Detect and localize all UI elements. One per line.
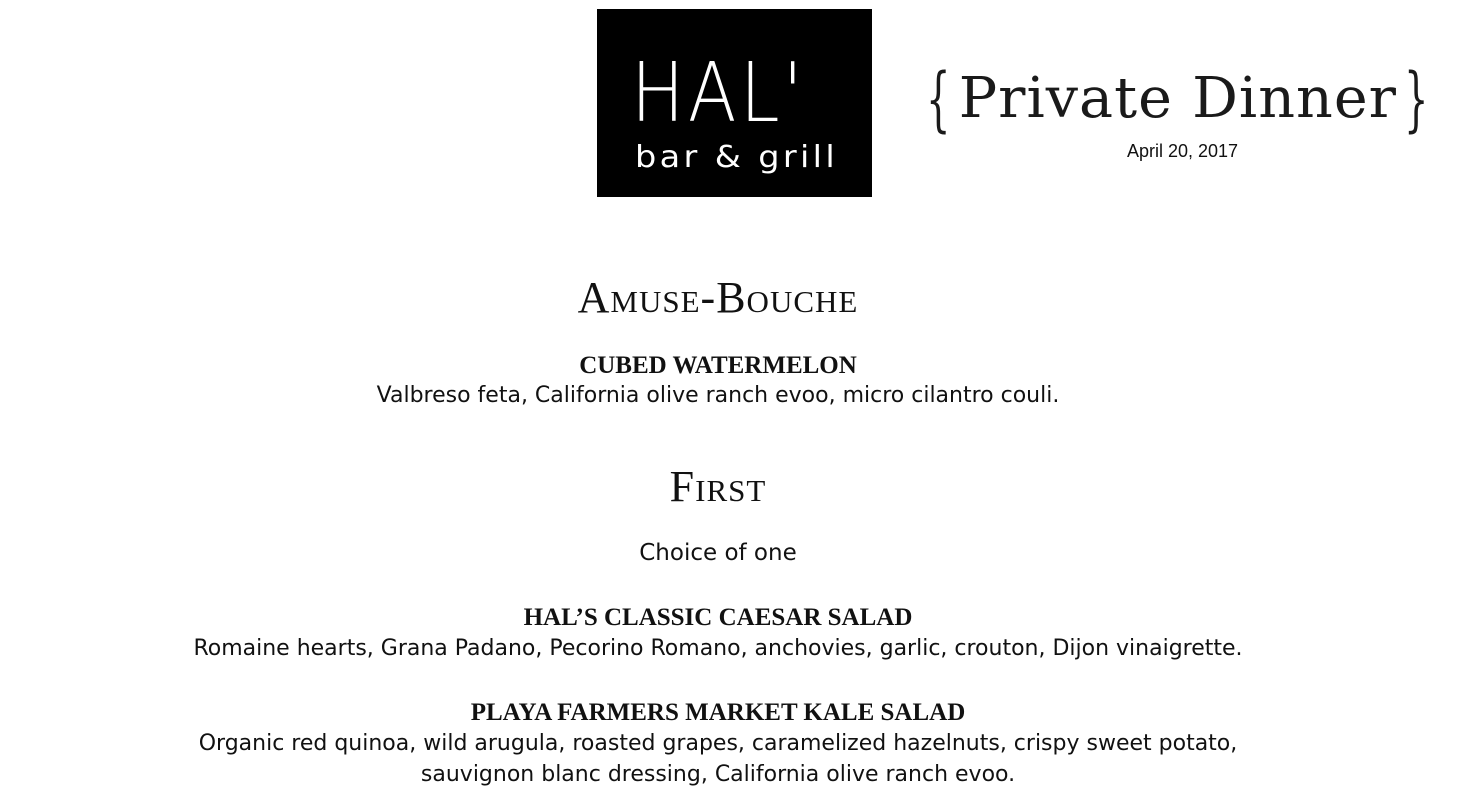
dish-name-cubed-watermelon: CUBED WATERMELON <box>579 352 857 379</box>
dish-description-cubed-watermelon: Valbreso feta, California olive ranch evoo, micro cilantro couli. <box>376 383 1060 408</box>
hals-logo-mark <box>597 9 872 197</box>
dish-name-kale-salad: PLAYA FARMERS MARKET KALE SALAD <box>470 699 966 726</box>
logo-brand-text: HAL' <box>631 46 806 141</box>
dish-name-caesar-salad: HAL’S CLASSIC CAESAR SALAD <box>523 604 913 631</box>
event-title <box>905 58 1450 140</box>
section-heading-amuse-bouche: Amuse-Bouche <box>577 273 859 322</box>
dish-description-kale-salad-line2: sauvignon blanc dressing, California olive ranch evoo. <box>420 762 1016 787</box>
section-heading-first: First <box>669 462 767 511</box>
event-name: Private Dinner <box>958 66 1397 131</box>
choice-note: Choice of one <box>639 540 797 566</box>
hals-logo <box>597 9 872 197</box>
open-brace: { <box>926 58 951 140</box>
event-date: April 20, 2017 <box>1126 141 1239 161</box>
dish-description-caesar-salad: Romaine hearts, Grana Padano, Pecorino Romano, anchovies, garlic, crouton, Dijon vinaigrette. <box>193 636 1243 661</box>
dish-description-kale-salad-line1: Organic red quinoa, wild arugula, roasted grapes, caramelized hazelnuts, crispy sweet potato, <box>198 731 1238 756</box>
logo-tagline-text: bar & grill <box>635 140 838 175</box>
close-brace: } <box>1404 58 1429 140</box>
